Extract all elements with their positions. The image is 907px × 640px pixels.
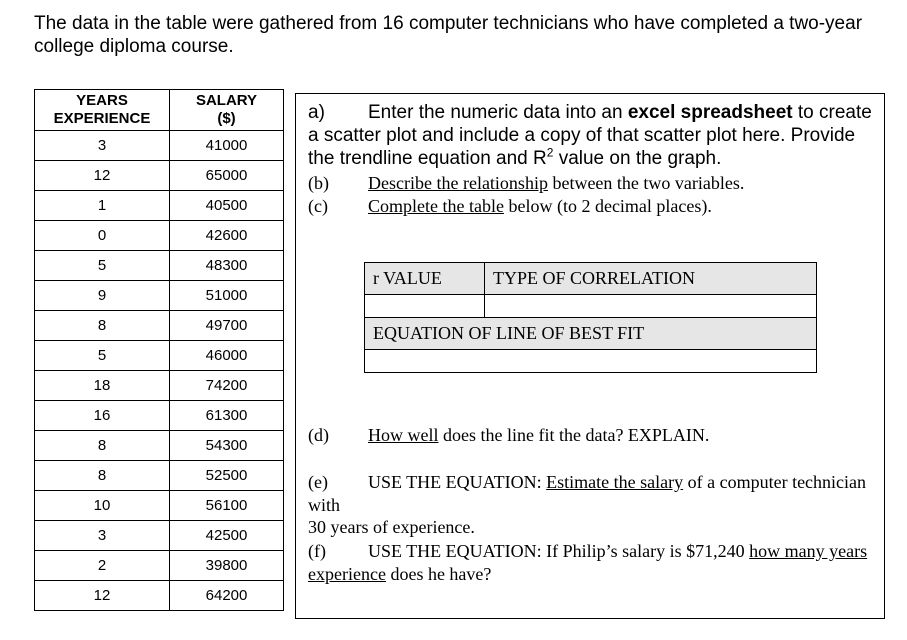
correlation-table bbox=[364, 262, 817, 373]
table-row bbox=[35, 551, 284, 581]
years-cell: 1 bbox=[35, 191, 170, 221]
salary-cell: 56100 bbox=[170, 491, 284, 521]
years-cell: 3 bbox=[35, 131, 170, 161]
question-a: a) Enter the numeric data into an excel spreadsheet to create a scatter plot and include a copy of that scatter plot here. Provide the trendline equation and $R^2$ value on the graph. bbox=[308, 102, 872, 169]
salary-cell: 52500 bbox=[170, 461, 284, 491]
years-cell: 3 bbox=[35, 521, 170, 551]
question-b: (b) Describe the relationship between the two variables. bbox=[308, 173, 745, 193]
salary-cell: 54300 bbox=[170, 431, 284, 461]
salary-cell: 48300 bbox=[170, 251, 284, 281]
salary-cell: 64200 bbox=[170, 581, 284, 611]
salary-header: SALARY ($) bbox=[170, 90, 284, 131]
table-row bbox=[35, 131, 284, 161]
salary-cell: 61300 bbox=[170, 401, 284, 431]
years-cell: 8 bbox=[35, 431, 170, 461]
years-cell: 8 bbox=[35, 311, 170, 341]
table-row bbox=[35, 581, 284, 611]
salary-cell: 40500 bbox=[170, 191, 284, 221]
table-row bbox=[35, 191, 284, 221]
table-row bbox=[35, 341, 284, 371]
question-e: (e) USE THE EQUATION: Estimate the salary of a computer technician with bbox=[308, 472, 867, 515]
equation-answer-cell bbox=[365, 350, 817, 373]
table-row bbox=[35, 491, 284, 521]
years-cell: 10 bbox=[35, 491, 170, 521]
question-box bbox=[295, 93, 885, 619]
years-cell: 12 bbox=[35, 161, 170, 191]
years-cell: 5 bbox=[35, 341, 170, 371]
table-row bbox=[35, 401, 284, 431]
r-value-cell: r VALUE bbox=[365, 263, 485, 295]
type-of-correlation-cell: TYPE OF CORRELATION bbox=[485, 263, 817, 295]
salary-cell: 65000 bbox=[170, 161, 284, 191]
table-row bbox=[35, 521, 284, 551]
intro-text: The data in the table were gathered from 16 computer technicians who have completed a two-year college diploma course. bbox=[34, 13, 863, 57]
salary-cell: 51000 bbox=[170, 281, 284, 311]
question-c: (c) Complete the table below (to 2 decimal places). bbox=[308, 196, 712, 216]
years-cell: 8 bbox=[35, 461, 170, 491]
r-value-answer-cell bbox=[365, 295, 485, 318]
table-row bbox=[35, 221, 284, 251]
years-cell: 0 bbox=[35, 221, 170, 251]
salary-cell: 42600 bbox=[170, 221, 284, 251]
salary-cell: 41000 bbox=[170, 131, 284, 161]
question-d: (d) How well does the line fit the data? EXPLAIN. bbox=[308, 425, 710, 445]
data-table bbox=[34, 89, 284, 611]
table-row bbox=[35, 161, 284, 191]
table-row bbox=[35, 311, 284, 341]
salary-cell: 42500 bbox=[170, 521, 284, 551]
question-e-line2: 30 years of experience. bbox=[308, 517, 475, 537]
type-answer-cell bbox=[485, 295, 817, 318]
years-cell: 12 bbox=[35, 581, 170, 611]
salary-cell: 49700 bbox=[170, 311, 284, 341]
question-f: (f) USE THE EQUATION: If Philip’s salary is $71,240 how many years experience does he have? bbox=[308, 541, 868, 584]
equation-cell: EQUATION OF LINE OF BEST FIT bbox=[365, 318, 817, 350]
years-cell: 2 bbox=[35, 551, 170, 581]
years-cell: 9 bbox=[35, 281, 170, 311]
table-row bbox=[35, 461, 284, 491]
years-cell: 18 bbox=[35, 371, 170, 401]
salary-cell: 39800 bbox=[170, 551, 284, 581]
table-row bbox=[35, 281, 284, 311]
years-cell: 5 bbox=[35, 251, 170, 281]
table-row bbox=[35, 251, 284, 281]
table-row bbox=[35, 371, 284, 401]
table-row bbox=[35, 431, 284, 461]
years-experience-header: YEARS EXPERIENCE bbox=[35, 90, 170, 131]
years-cell: 16 bbox=[35, 401, 170, 431]
salary-cell: 74200 bbox=[170, 371, 284, 401]
salary-cell: 46000 bbox=[170, 341, 284, 371]
